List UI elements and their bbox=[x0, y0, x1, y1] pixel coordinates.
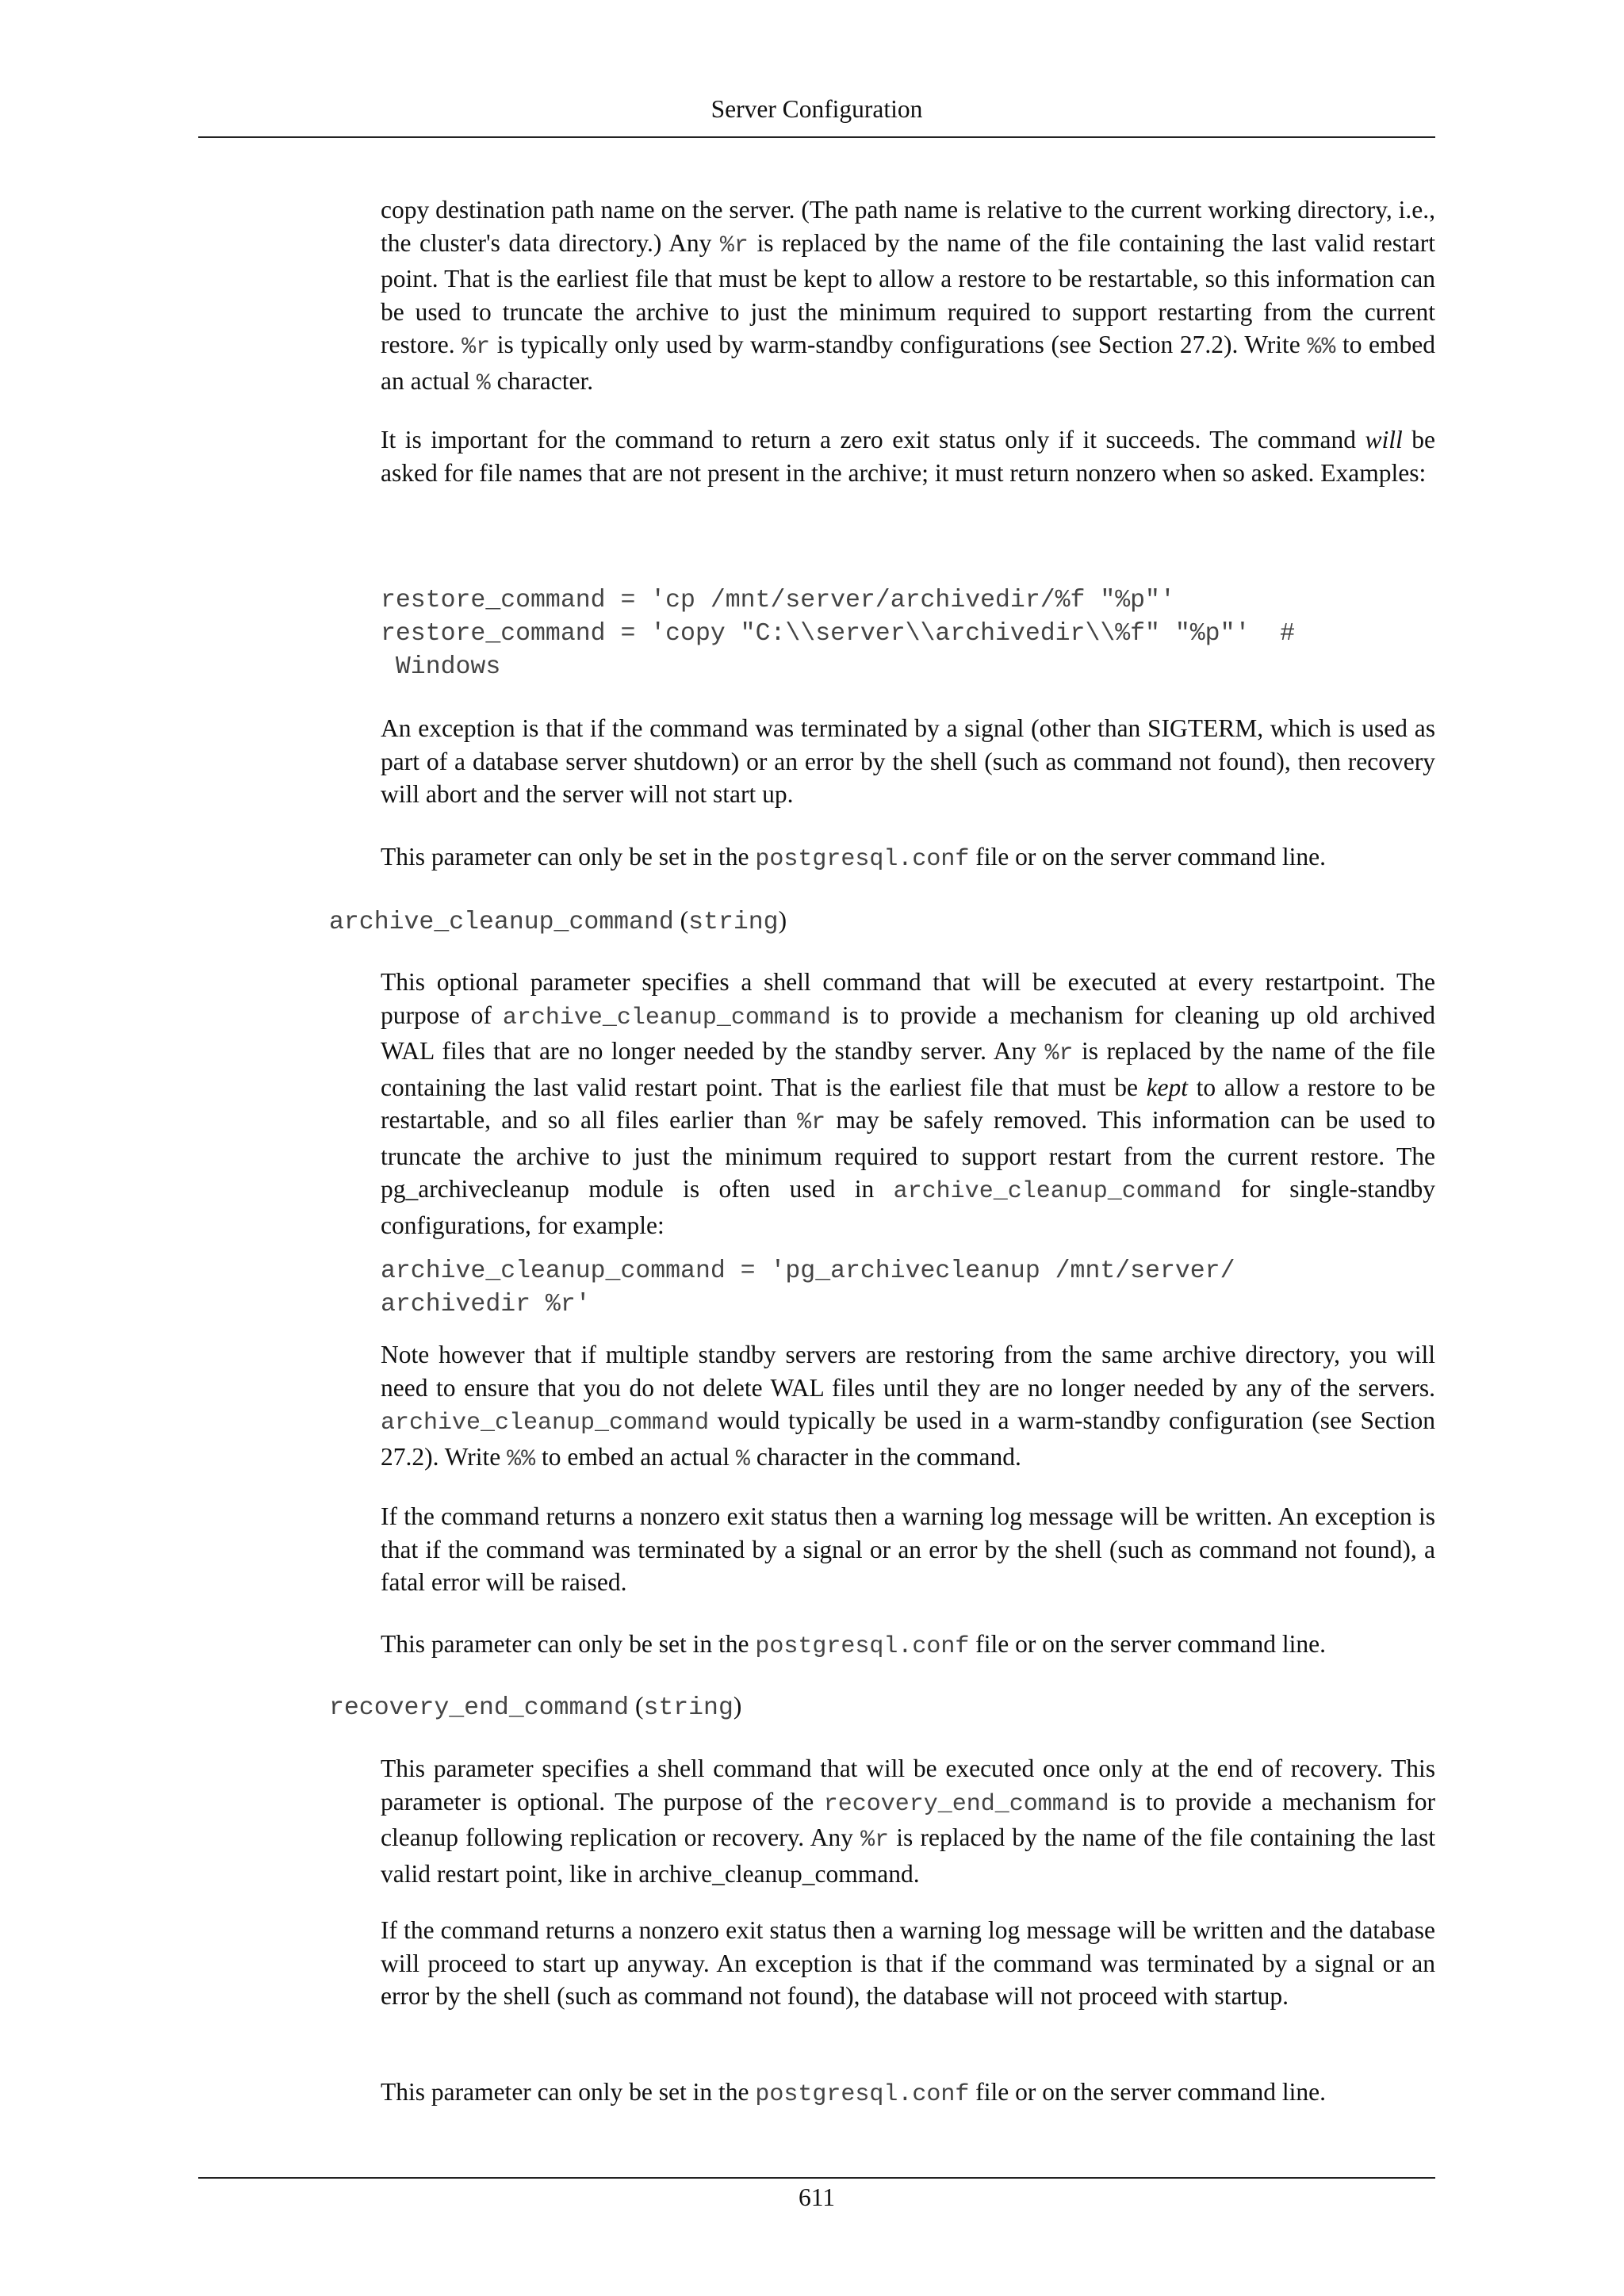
recovery-end-paragraph-2: If the command returns a nonzero exit status then a warning log message will be written and the database will proceed to start up anyway. An exception is that if the command was terminated by a signal or an error by the shell (such as command not found), the database will not proceed with startup. bbox=[381, 1916, 1435, 2010]
page-number: 611 bbox=[798, 2183, 836, 2211]
header-rule bbox=[198, 136, 1435, 138]
restore-example-code: restore_command = 'cp /mnt/server/archivedir/%f "%p"' restore_command = 'copy "C:\\server\\archivedir\\%f" "%p"' # Windows bbox=[381, 587, 1296, 681]
restore-paragraph-3: An exception is that if the command was terminated by a signal (other than SIGTERM, which is used as part of a database server shutdown) or an error by the shell (such as command not found), then recovery will abort and the server will not start up. bbox=[381, 714, 1435, 808]
inline-code: archive_cleanup_command bbox=[893, 1178, 1222, 1205]
footer-rule bbox=[198, 2177, 1435, 2179]
inline-code: %r bbox=[860, 1827, 890, 1854]
inline-code: %r bbox=[462, 334, 491, 361]
inline-code: archive_cleanup_command bbox=[502, 1004, 831, 1031]
archive-cleanup-paragraph-1: This optional parameter specifies a shell command that will be executed at every restartpoint. The purpose of archive_cleanup_command is to provide a mechanism for cleaning up old archived WAL files that are no longer needed by the standby server. Any %r is replaced by the name of the file containing the last valid restart point. That is the earliest file that must be kept to allow a restore to be restartable, and so all files earlier than %r may be safely removed. This information can be used to truncate the archive to just the minimum required to support restart from the current restore. The pg_archivecleanup module is often used in archive_cleanup_command for single-standby configurations, for example: bbox=[381, 968, 1435, 1239]
inline-code: %r bbox=[1044, 1040, 1074, 1067]
archive-cleanup-paragraph-3: If the command returns a nonzero exit status then a warning log message will be written. An exception is that if the command was terminated by a signal or an error by the shell (such as command not found), a fatal error will be raised. bbox=[381, 1502, 1435, 1596]
inline-code: % bbox=[476, 369, 491, 397]
inline-code: %r bbox=[719, 232, 749, 259]
inline-code: postgresql.conf bbox=[755, 846, 970, 873]
inline-code: %r bbox=[797, 1109, 826, 1136]
archive-cleanup-term: archive_cleanup_command (string) bbox=[329, 906, 787, 936]
inline-code: postgresql.conf bbox=[755, 1633, 970, 1660]
inline-code: %% bbox=[1307, 334, 1336, 361]
archive-cleanup-paragraph-2: Note however that if multiple standby servers are restoring from the same archive directory, you will need to ensure that you do not delete WAL files until they are no longer needed by any of the servers. archive_cleanup_command would typically be used in a warm-standby configuration (see Section 27.2). Write %% to embed an actual % character in the command. bbox=[381, 1341, 1435, 1473]
archive-cleanup-example-code: archive_cleanup_command = 'pg_archivecleanup /mnt/server/ archivedir %r' bbox=[381, 1257, 1235, 1318]
inline-code: % bbox=[735, 1445, 750, 1473]
inline-code: %% bbox=[507, 1445, 536, 1473]
inline-code: archive_cleanup_command bbox=[381, 1410, 710, 1437]
restore-paragraph-1: copy destination path name on the server. (The path name is relative to the current working directory, i.e., the cluster's data directory.) Any %r is replaced by the name of the file containing the last valid restart point. That is the earliest file that must be kept to allow a restore to be restartable, so this information can be used to truncate the archive to just the minimum required to support restarting from the current restore. %r is typically only used by warm-standby configurations (see Section 27.2). Write %% to embed an actual % character. bbox=[381, 196, 1436, 397]
inline-code: postgresql.conf bbox=[755, 2081, 970, 2108]
archive-cleanup-paragraph-4: This parameter can only be set in the postgresql.conf file or on the server command line. bbox=[381, 1630, 1326, 1660]
recovery-end-paragraph-3: This parameter can only be set in the postgresql.conf file or on the server command line. bbox=[381, 2078, 1326, 2108]
recovery-end-paragraph-1: This parameter specifies a shell command that will be executed once only at the end of recovery. This parameter is optional. The purpose of the recovery_end_command is to provide a mechanism for cleanup following replication or recovery. Any %r is replaced by the name of the file containing the last valid restart point, like in archive_cleanup_command. bbox=[381, 1755, 1435, 1888]
recovery-end-term: recovery_end_command (string) bbox=[329, 1692, 742, 1722]
running-header: Server Configuration bbox=[710, 95, 923, 123]
restore-paragraph-4: This parameter can only be set in the postgresql.conf file or on the server command line. bbox=[381, 843, 1326, 873]
inline-code: recovery_end_command bbox=[823, 1790, 1109, 1818]
restore-paragraph-2: It is important for the command to return a zero exit status only if it succeeds. The command will be asked for file names that are not present in the archive; it must return nonzero when so asked. Examples: bbox=[381, 426, 1435, 487]
